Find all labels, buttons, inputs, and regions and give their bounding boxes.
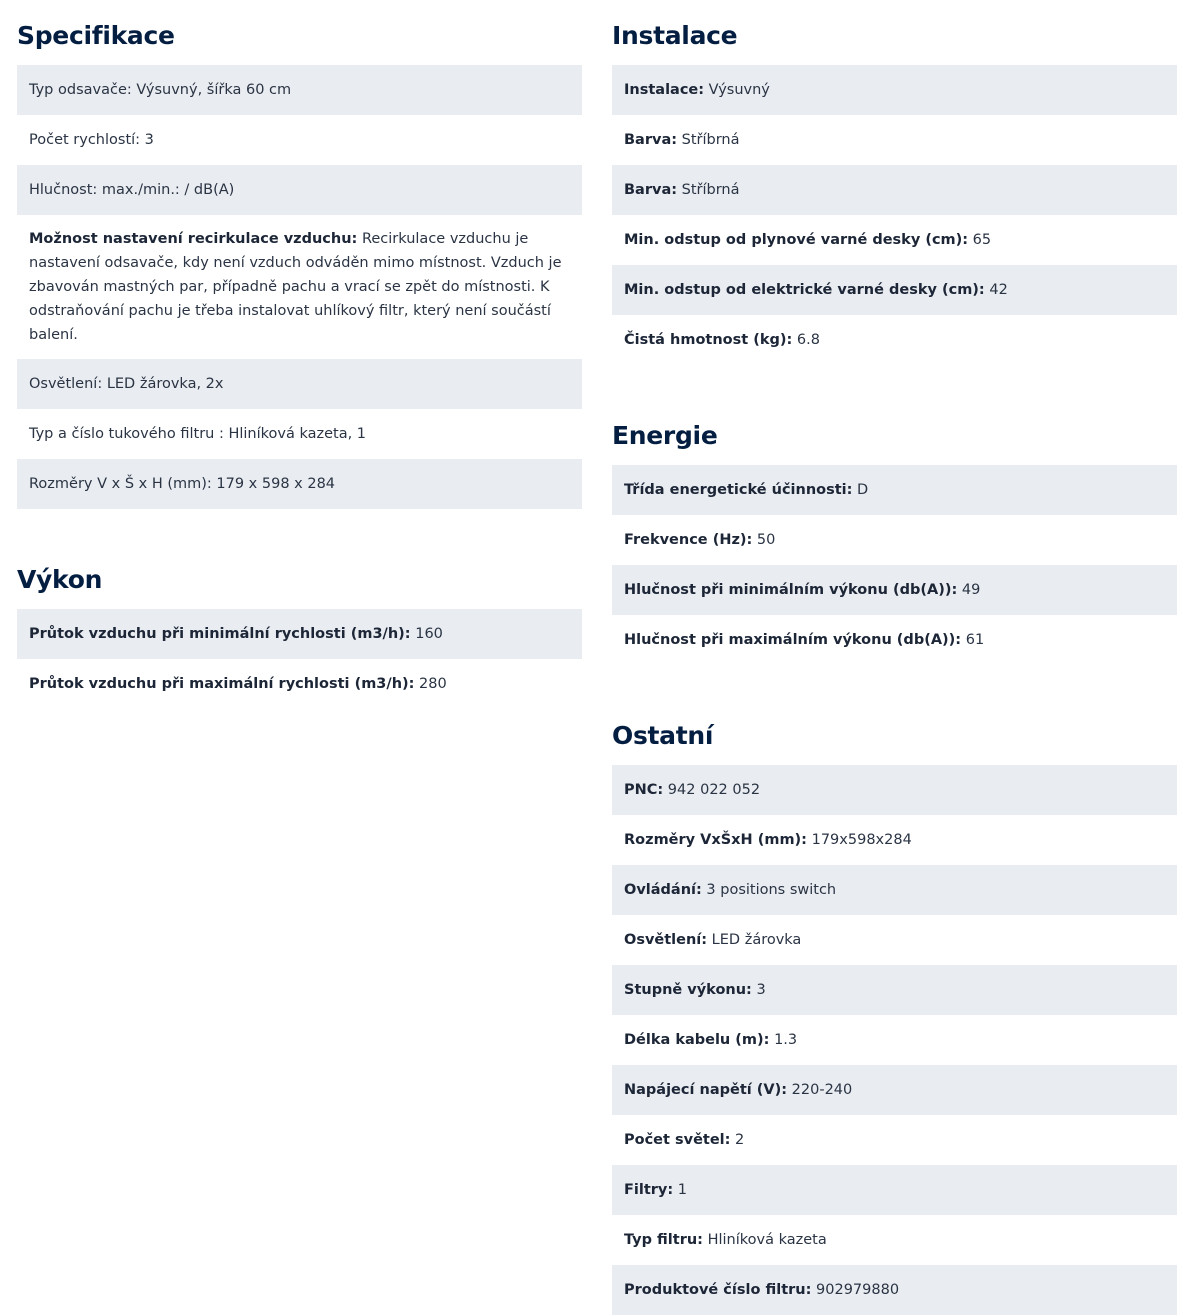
spec-row (17, 459, 582, 509)
spec-row-value: 160 (410, 626, 443, 642)
spec-row-label: Ovládání: (624, 882, 702, 898)
spec-row-text: Typ a číslo tukového filtru : Hliníková kazeta, 1 (29, 426, 367, 442)
spec-row-value: 902979880 (811, 1282, 900, 1298)
spec-row (612, 1015, 1177, 1065)
spec-row-label: Typ filtru: (624, 1232, 703, 1248)
spec-row-label: Instalace: (624, 82, 705, 98)
spec-row-value: 942 022 052 (663, 782, 761, 798)
section-title-instalace: Instalace (612, 21, 738, 50)
spec-row-label: Osvětlení: (624, 932, 708, 948)
spec-row-text: Osvětlení: LED žárovka, 2x (29, 376, 224, 392)
spec-row-text: Počet rychlostí: 3 (29, 132, 154, 148)
spec-row-value: Stříbrná (677, 182, 740, 198)
spec-row-value: 179x598x284 (807, 832, 912, 848)
spec-row-value: 1 (673, 1182, 688, 1198)
spec-row (17, 165, 582, 215)
spec-row-value: 1.3 (769, 1032, 798, 1048)
spec-row (612, 515, 1177, 565)
spec-row (612, 1265, 1177, 1315)
spec-row (612, 165, 1177, 215)
spec-row-value: 42 (984, 282, 1008, 298)
section-specifikace (17, 0, 582, 509)
spec-row (612, 115, 1177, 165)
spec-row-value: 3 (751, 982, 766, 998)
right-column (612, 0, 1177, 1315)
spec-row-label: Frekvence (Hz): (624, 532, 753, 548)
section-vykon (17, 544, 582, 709)
spec-row-label: Hlučnost při minimálním výkonu (db(A)): (624, 582, 958, 598)
spec-row (612, 765, 1177, 815)
spec-row-label: Produktové číslo filtru: (624, 1282, 812, 1298)
section-ostatni (612, 700, 1177, 1315)
spec-row-text: Rozměry V x Š x H (mm): 179 x 598 x 284 (29, 476, 336, 492)
spec-row-value: Hliníková kazeta (702, 1232, 827, 1248)
spec-row (612, 565, 1177, 615)
spec-row (612, 965, 1177, 1015)
spec-row-label: Min. odstup od elektrické varné desky (cm): (624, 282, 985, 298)
section-energie (612, 400, 1177, 665)
spec-row (612, 215, 1177, 265)
spec-row-label: Barva: (624, 132, 678, 148)
spec-row-value: Recirkulace vzduchu je nastavení odsavače, kdy není vzduch odváděn mimo místnost. Vzduch je zbavován mastných par, případně pachu a vrací se zpět do místnosti. K odstraňování pachu je třeba instalovat uhlíkový filtr, který není součástí balení. (29, 231, 562, 343)
spec-row (17, 359, 582, 409)
spec-row (17, 215, 582, 359)
spec-row-text: Hlučnost: max./min.: / dB(A) (29, 182, 235, 198)
spec-row-label: Počet světel: (624, 1132, 731, 1148)
spec-row-value: 49 (957, 582, 981, 598)
spec-row-label: Čistá hmotnost (kg): (624, 332, 793, 348)
spec-row-value: 3 positions switch (701, 882, 837, 898)
spec-row (612, 615, 1177, 665)
spec-row-label: Třída energetické účinnosti: (624, 482, 853, 498)
spec-row-value: 65 (968, 232, 992, 248)
section-title-ostatni: Ostatní (612, 721, 714, 750)
spec-row-label: Průtok vzduchu při minimální rychlosti (m3/h): (29, 626, 411, 642)
spec-row-value: 220-240 (787, 1082, 853, 1098)
spec-row (17, 659, 582, 709)
spec-row-value: 280 (414, 676, 447, 692)
spec-row (612, 65, 1177, 115)
spec-row-label: Délka kabelu (m): (624, 1032, 770, 1048)
spec-row-value: 6.8 (792, 332, 820, 348)
spec-row-label: Průtok vzduchu při maximální rychlosti (m3/h): (29, 676, 415, 692)
spec-row (17, 609, 582, 659)
spec-row-label: PNC: (624, 782, 664, 798)
spec-row-value: 50 (752, 532, 776, 548)
spec-row (17, 65, 582, 115)
spec-row-label: Stupně výkonu: (624, 982, 752, 998)
spec-row (612, 815, 1177, 865)
spec-row (612, 915, 1177, 965)
spec-row-label: Filtry: (624, 1182, 674, 1198)
spec-row (612, 1115, 1177, 1165)
spec-row (17, 115, 582, 165)
spec-row-value: 2 (730, 1132, 745, 1148)
spec-row (612, 865, 1177, 915)
spec-row-value: 61 (961, 632, 985, 648)
spec-row (612, 265, 1177, 315)
spec-row (612, 315, 1177, 365)
section-instalace (612, 0, 1177, 365)
spec-row (612, 465, 1177, 515)
spec-row-label: Napájecí napětí (V): (624, 1082, 788, 1098)
spec-row-value: LED žárovka (707, 932, 802, 948)
left-column (17, 0, 582, 709)
section-title-specifikace: Specifikace (17, 21, 175, 50)
section-title-energie: Energie (612, 421, 718, 450)
spec-row (612, 1165, 1177, 1215)
spec-row-label: Min. odstup od plynové varné desky (cm): (624, 232, 969, 248)
spec-row (612, 1065, 1177, 1115)
spec-row (612, 1215, 1177, 1265)
spec-row-label: Rozměry VxŠxH (mm): (624, 832, 807, 848)
spec-row-value: Stříbrná (677, 132, 740, 148)
spec-row-value: D (852, 482, 869, 498)
spec-row-label: Možnost nastavení recirkulace vzduchu: (29, 231, 358, 247)
spec-row-label: Barva: (624, 182, 678, 198)
spec-row-value: Výsuvný (704, 82, 770, 98)
section-title-vykon: Výkon (17, 565, 103, 594)
spec-row-label: Hlučnost při maximálním výkonu (db(A)): (624, 632, 962, 648)
spec-row-text: Typ odsavače: Výsuvný, šířka 60 cm (29, 82, 292, 98)
spec-row (17, 409, 582, 459)
